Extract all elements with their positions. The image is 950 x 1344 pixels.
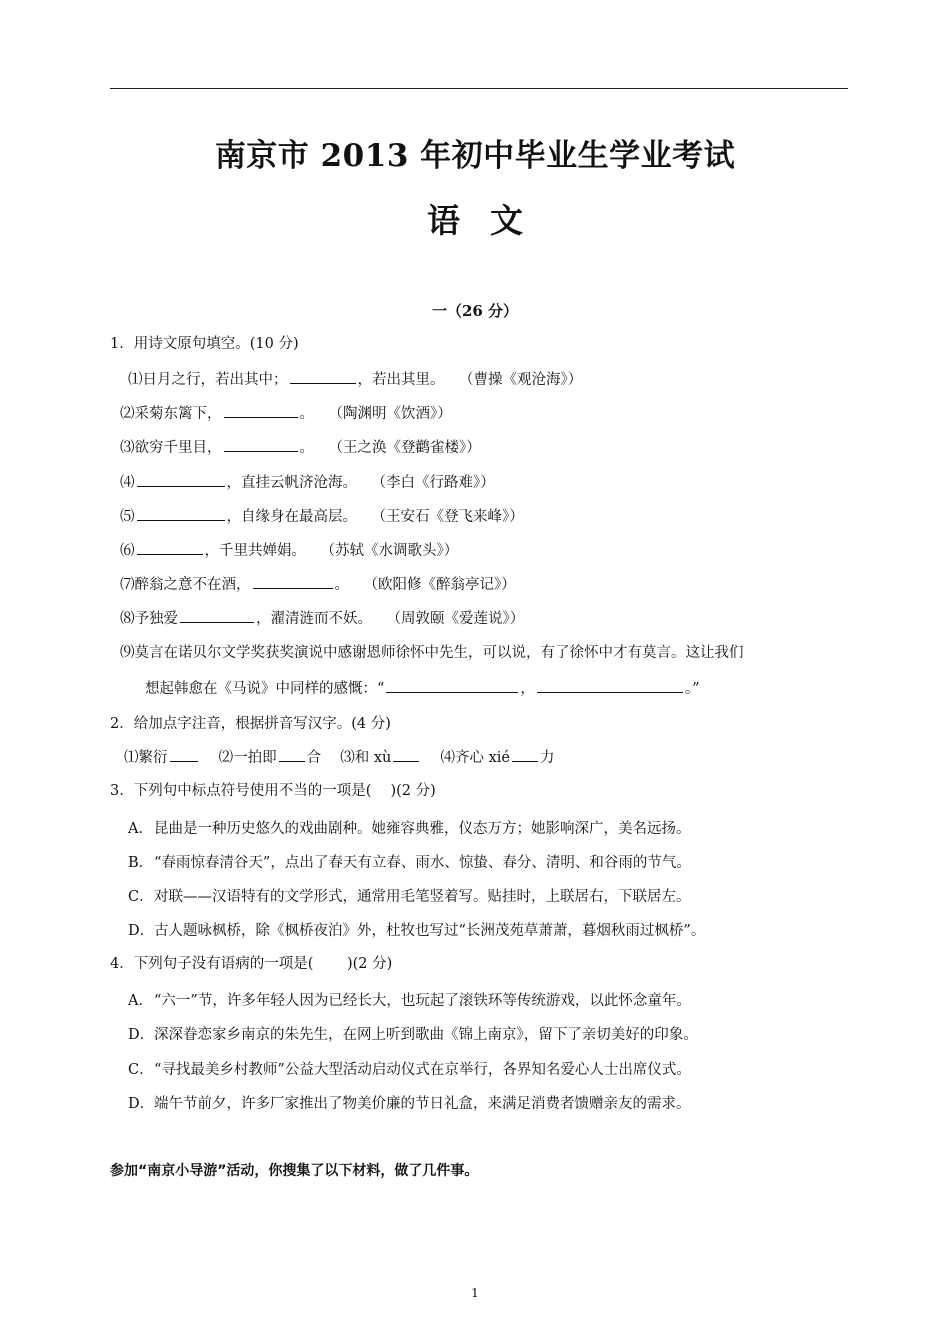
q2-item-1: ⑴繁衍 xyxy=(124,750,168,766)
header-rule xyxy=(110,88,848,89)
q2-item-2-blank[interactable] xyxy=(279,747,305,762)
q4-stem: 4．下列句子没有语病的一项是( )(2 分) xyxy=(110,956,393,972)
q2-item-4-blank[interactable] xyxy=(512,747,538,762)
q1-item-7-source: （欧阳修《醉翁亭记》） xyxy=(363,577,516,593)
q2-item-3: ⑶和 xù xyxy=(340,750,392,766)
q4-option-1-letter: A． xyxy=(128,993,153,1009)
q3-option-b-text: “春雨惊春清谷天”，点出了春天有立春、雨水、惊蛰、春分、清明、和谷雨的节气。 xyxy=(154,855,691,871)
q1-item-3-source: （王之涣《登鹳雀楼》） xyxy=(328,440,481,456)
q1-item-5-post: ，自缘身在最高层。 xyxy=(226,509,357,525)
q4-option-2-text: 深深眷恋家乡南京的朱先生，在网上听到歌曲《锦上南京》，留下了亲切美好的印象。 xyxy=(154,1027,698,1043)
q1-item-7-pre: ⑺醉翁之意不在酒， xyxy=(120,577,251,593)
q4-option-1 xyxy=(128,991,691,1011)
q1-item-4-post: ，直挂云帆济沧海。 xyxy=(226,475,357,491)
q1-item-1-pre: ⑴日月之行，若出其中； xyxy=(128,372,288,388)
q1-item-1-blank[interactable] xyxy=(290,369,356,384)
q1-item-2 xyxy=(120,403,452,424)
q4-option-3-text: “寻找最美乡村教师”公益大型活动启动仪式在京举行，各界知名爱心人士出席仪式。 xyxy=(154,1062,691,1078)
q3-option-d xyxy=(128,921,705,941)
q1-item-2-pre: ⑵采菊东篱下， xyxy=(120,406,222,422)
q4-option-2-letter: D． xyxy=(128,1027,155,1043)
q1-item-3 xyxy=(120,437,481,458)
q1-item-6-pre: ⑹ xyxy=(120,543,135,559)
q1-item-9-pre: 想起韩愈在《马说》中同样的感慨：“ xyxy=(145,681,385,697)
q3-option-d-text: 古人题咏枫桥，除《枫桥夜泊》外，杜牧也写过“长洲茂苑草萧萧，暮烟秋雨过枫桥”。 xyxy=(154,923,706,939)
q2-item-1-blank[interactable] xyxy=(170,747,198,762)
q1-item-4-source: （李白《行路难》） xyxy=(371,475,495,491)
q1-stem: 1．用诗文原句填空。(10 分) xyxy=(110,336,299,352)
q4-option-4-text: 端午节前夕，许多厂家推出了物美价廉的节日礼盒，来满足消费者馈赠亲友的需求。 xyxy=(154,1096,691,1112)
q1-item-3-pre: ⑶欲穷千里目， xyxy=(120,440,222,456)
q4-option-4 xyxy=(128,1094,691,1114)
exam-title: 南京市 2013 年初中毕业生学业考试 xyxy=(214,138,736,174)
q1-item-2-blank[interactable] xyxy=(224,403,298,418)
q3-option-a xyxy=(128,819,691,839)
q1-item-6-post: ，千里共婵娟。 xyxy=(204,543,306,559)
q3-stem: 3．下列句中标点符号使用不当的一项是( )(2 分) xyxy=(110,783,436,799)
q1-item-7 xyxy=(120,574,516,595)
q4-option-4-letter: D． xyxy=(128,1096,155,1112)
q2-item-4: ⑷齐心 xié xyxy=(440,750,510,766)
q1-item-8-pre: ⑻予独爱 xyxy=(120,611,178,627)
q4-option-3-letter: C． xyxy=(128,1062,154,1078)
q3-option-a-text: 昆曲是一种历史悠久的戏曲剧种。她雍容典雅，仪态万方；她影响深广，美名远扬。 xyxy=(154,821,691,837)
q1-item-9-post: 。” xyxy=(684,681,700,697)
q1-item-1-source: （曹操《观沧海》） xyxy=(459,372,583,388)
q3-option-c-text: 对联——汉语特有的文学形式，通常用毛笔竖着写。贴挂时，上联居右，下联居左。 xyxy=(154,889,691,905)
q1-item-5-pre: ⑸ xyxy=(120,509,135,525)
q3-option-d-letter: D． xyxy=(128,923,155,939)
q3-option-b xyxy=(128,853,691,873)
q1-item-3-post: 。 xyxy=(299,440,314,456)
q1-item-5-blank[interactable] xyxy=(137,506,225,521)
q1-item-9-blank-2[interactable] xyxy=(537,678,683,693)
q4-option-2 xyxy=(128,1025,698,1045)
q4-option-1-text: “六一”节，许多年轻人因为已经长大，也玩起了滚铁环等传统游戏，以此怀念童年。 xyxy=(154,993,691,1009)
q1-item-8-source: （周敦颐《爱莲说》） xyxy=(386,611,525,627)
q1-item-9-line2 xyxy=(145,678,700,699)
q1-item-7-post: 。 xyxy=(334,577,349,593)
q3-option-a-letter: A． xyxy=(128,821,153,837)
q1-item-6-source: （苏轼《水调歌头》） xyxy=(320,543,459,559)
subject-title: 语文 xyxy=(427,201,553,240)
q3-option-c-letter: C． xyxy=(128,889,154,905)
q1-item-8-post: ，濯清涟而不妖。 xyxy=(256,611,372,627)
q2-stem: 2．给加点字注音，根据拼音写汉字。(4 分) xyxy=(110,716,391,732)
q1-item-9-line1: ⑼莫言在诺贝尔文学奖获奖演说中感谢恩师徐怀中先生，可以说，有了徐怀中才有莫言。这让我们 xyxy=(120,645,744,661)
q1-item-5 xyxy=(120,506,524,527)
q1-item-2-post: 。 xyxy=(299,406,314,422)
q1-item-5-source: （王安石《登飞来峰》） xyxy=(371,509,524,525)
q2-item-2: ⑵一拍即 xyxy=(218,750,277,766)
q1-item-8 xyxy=(120,608,524,629)
section-heading: 一（26 分） xyxy=(431,302,519,320)
q1-item-9-mid: ， xyxy=(520,681,535,697)
q1-item-4 xyxy=(120,472,495,493)
q1-item-6-blank[interactable] xyxy=(137,540,203,555)
q1-item-1-post: ，若出其里。 xyxy=(357,372,445,388)
q2-item-2-tail: 合 xyxy=(306,750,322,766)
activity-intro: 参加“南京小导游”活动，你搜集了以下材料，做了几件事。 xyxy=(110,1163,479,1179)
q1-item-4-pre: ⑷ xyxy=(120,475,135,491)
q1-item-2-source: （陶渊明《饮酒》） xyxy=(328,406,452,422)
q3-option-c xyxy=(128,887,691,907)
q1-item-8-blank[interactable] xyxy=(180,608,254,623)
q1-item-7-blank[interactable] xyxy=(253,574,333,589)
page-number: 1 xyxy=(471,1286,479,1300)
q2-item-3-blank[interactable] xyxy=(393,747,419,762)
q4-option-3 xyxy=(128,1060,691,1080)
q2-item-4-tail: 力 xyxy=(539,750,555,766)
q1-item-1 xyxy=(128,369,582,390)
q1-item-6 xyxy=(120,540,458,561)
q1-item-3-blank[interactable] xyxy=(224,437,298,452)
q1-item-9-blank-1[interactable] xyxy=(386,678,518,693)
q2-items xyxy=(124,747,554,768)
q3-option-b-letter: B． xyxy=(128,855,154,871)
q1-item-4-blank[interactable] xyxy=(137,472,225,487)
